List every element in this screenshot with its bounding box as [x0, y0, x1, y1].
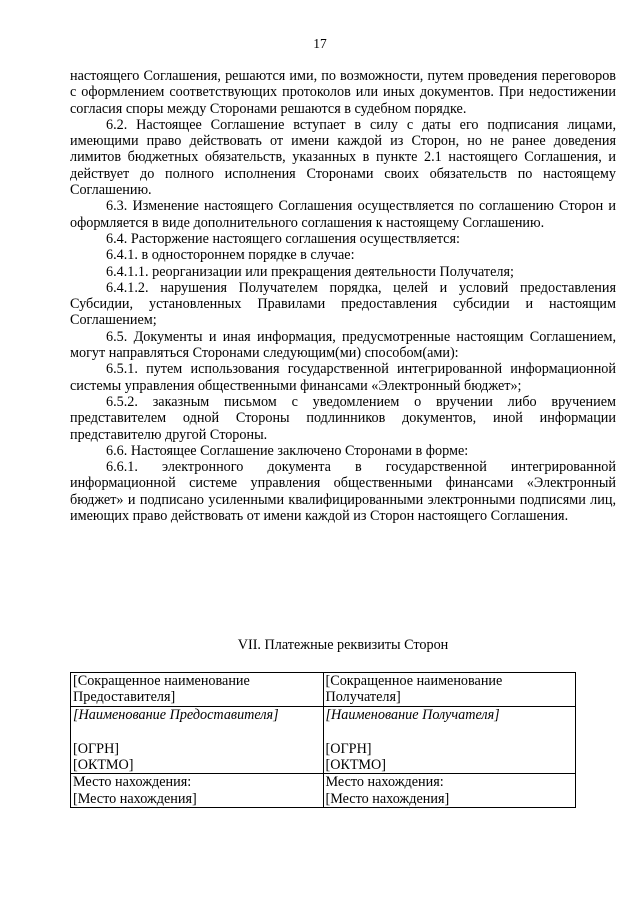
right-name: [Наименование Получателя]	[325, 706, 500, 723]
right-short-name: [Сокращенное наименование Получателя]	[323, 673, 576, 707]
left-details-cell	[71, 706, 324, 774]
right-location-cell	[323, 774, 576, 808]
paragraph-6-2: 6.2. Настоящее Соглашение вступает в силу с даты его подписания лицами, имеющими право действовать от имени каждой из Сторон, но не ранее доведения лимитов бюджетных обязательств, указанных в пункте 2.1 настоящего Соглашения, и действует до полного исполнения Сторонами своих обязательств по настоящему Соглашению.	[70, 116, 616, 199]
left-short-name: [Сокращенное наименование Предоставителя]	[71, 673, 324, 707]
paragraph-6-4-1-2: 6.4.1.2. нарушения Получателем порядка, целей и условий предоставления Субсидии, установленных Правилами предоставления субсидии и настоящим Соглашением;	[70, 279, 616, 329]
paragraph-6-6-1: 6.6.1. электронного документа в государственной интегрированной информационной системе управления общественными финансами «Электронный бюджет» и подписано усиленными квалифицированными электронными подписями лиц, имеющих право действовать от имени каждой из Сторон настоящего Соглашения.	[70, 459, 616, 525]
paragraph-continuation: настоящего Соглашения, решаются ими, по возможности, путем проведения переговоров с оформлением соответствующих протоколов или иных документов. При недостижении согласия споры между Сторонами решаются в судебном порядке.	[70, 68, 616, 117]
section-title: VII. Платежные реквизиты Сторон	[237, 637, 449, 653]
right-details-cell	[323, 706, 576, 774]
spacer	[73, 723, 320, 741]
page-number: 17	[313, 36, 327, 51]
paragraph-6-5: 6.5. Документы и иная информация, предусмотренные настоящим Соглашением, могут направляться Сторонами следующим(ми) способом(ами):	[70, 328, 616, 362]
right-ogrn: [ОГРН]	[325, 740, 372, 757]
requisites-table	[70, 672, 576, 808]
left-location-cell	[71, 774, 324, 808]
left-name: [Наименование Предоставителя]	[73, 706, 279, 723]
paragraph-6-5-1: 6.5.1. путем использования государственной интегрированной информационной системы управления общественными финансами «Электронный бюджет»;	[70, 361, 616, 394]
paragraph-6-4-1-1: 6.4.1.1. реорганизации или прекращения деятельности Получателя;	[106, 263, 514, 280]
left-location: [Место нахождения]	[73, 790, 197, 807]
table-row	[71, 774, 576, 808]
spacer	[326, 723, 573, 741]
right-location-label: Место нахождения:	[325, 774, 444, 791]
right-location: [Место нахождения]	[325, 790, 450, 807]
document-body	[70, 68, 616, 524]
paragraph-6-6: 6.6. Настоящее Соглашение заключено Сторонами в форме:	[106, 442, 469, 459]
paragraph-6-4-1: 6.4.1. в одностороннем порядке в случае:	[106, 247, 355, 264]
paragraph-6-3: 6.3. Изменение настоящего Соглашения осуществляется по соглашению Сторон и оформляется в виде дополнительного соглашения к настоящему Соглашению.	[70, 198, 616, 231]
left-oktmo: [ОКТМО]	[73, 757, 134, 774]
right-oktmo: [ОКТМО]	[325, 757, 386, 774]
left-ogrn: [ОГРН]	[73, 740, 120, 757]
left-location-label: Место нахождения:	[73, 774, 192, 791]
table-row	[71, 706, 576, 774]
paragraph-6-5-2: 6.5.2. заказным письмом с уведомлением о вручении либо вручением представителем одной Стороны подлинников документов, иной информации представителю другой Стороны.	[70, 393, 616, 443]
paragraph-6-4: 6.4. Расторжение настоящего соглашения осуществляется:	[106, 230, 460, 247]
table-row	[71, 673, 576, 707]
